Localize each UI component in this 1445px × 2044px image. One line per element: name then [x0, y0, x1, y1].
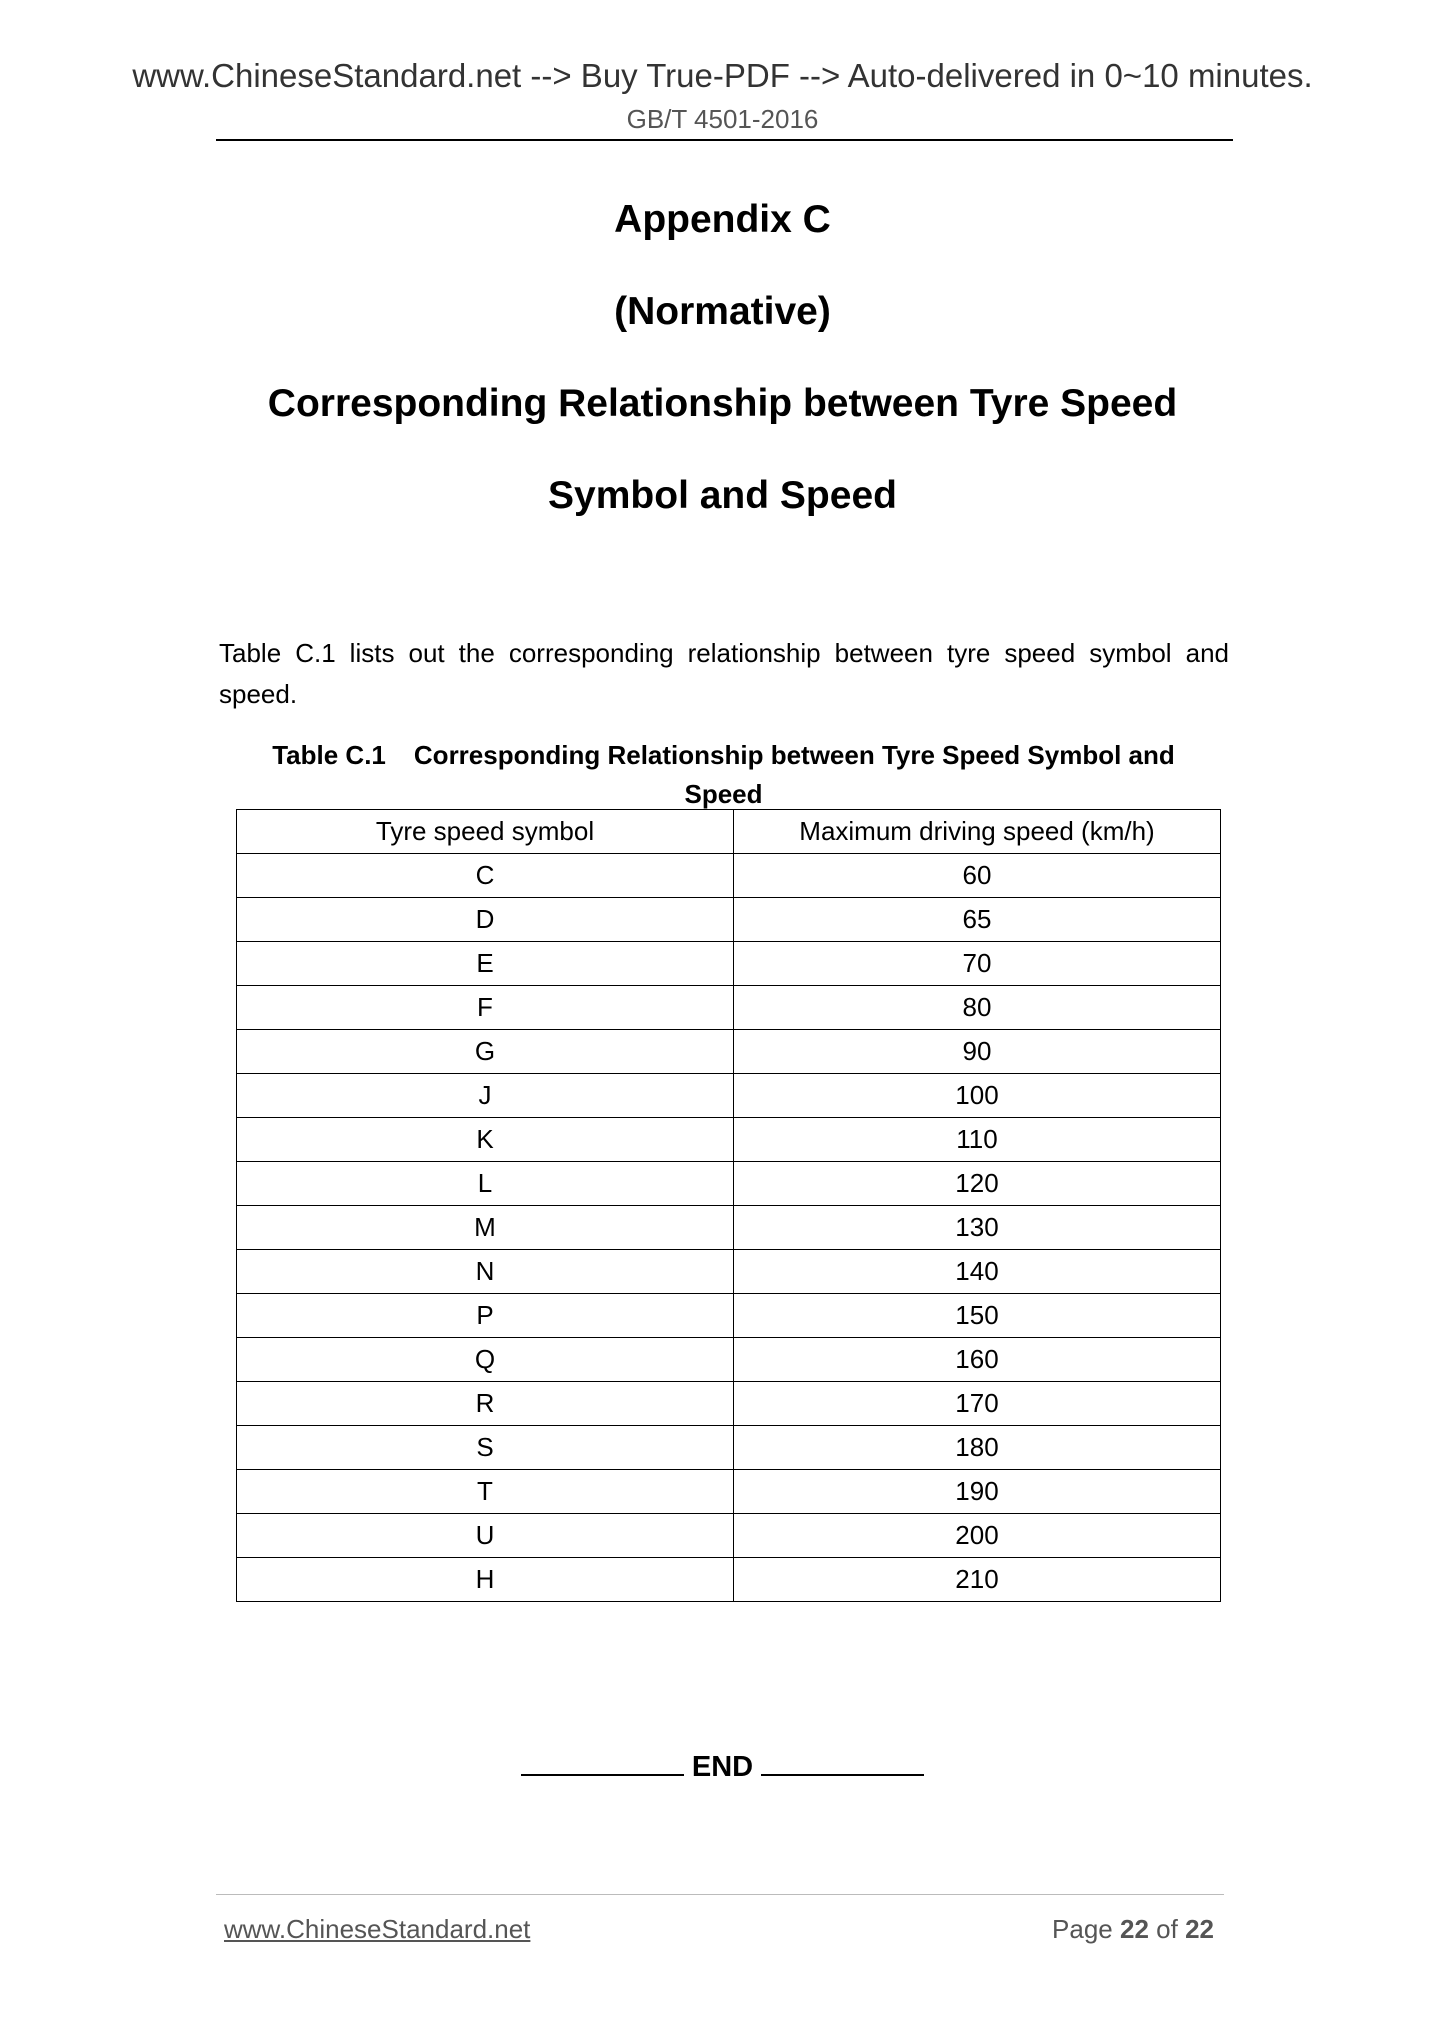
table-header-row: [237, 810, 1221, 854]
cell-speed-symbol: F: [237, 986, 734, 1030]
document-code: GB/T 4501-2016: [626, 104, 819, 134]
end-rule-left: [521, 1750, 684, 1776]
cell-speed-symbol: T: [237, 1470, 734, 1514]
table-row: [237, 1382, 1221, 1426]
header-banner: www.ChineseStandard.net --> Buy True-PDF --> Auto-delivered in 0~10 minutes.: [132, 57, 1313, 94]
table-row: [237, 1074, 1221, 1118]
cell-max-speed: 170: [734, 1382, 1221, 1426]
cell-max-speed: 210: [734, 1558, 1221, 1602]
table-row: [237, 1206, 1221, 1250]
header-divider: [216, 139, 1233, 141]
page-total: 22: [1185, 1914, 1214, 1944]
appendix-title-line2: Symbol and Speed: [548, 474, 897, 517]
cell-max-speed: 200: [734, 1514, 1221, 1558]
end-marker: [0, 1750, 1445, 1784]
header-speed-symbol: Tyre speed symbol: [237, 810, 734, 854]
cell-speed-symbol: D: [237, 898, 734, 942]
cell-speed-symbol: U: [237, 1514, 734, 1558]
table-row: [237, 986, 1221, 1030]
table-row: [237, 942, 1221, 986]
cell-max-speed: 70: [734, 942, 1221, 986]
table-row: [237, 1470, 1221, 1514]
table-row: [237, 1558, 1221, 1602]
intro-paragraph: Table C.1 lists out the corresponding relationship between tyre speed symbol and speed.: [219, 638, 1229, 709]
cell-max-speed: 80: [734, 986, 1221, 1030]
footer-divider: [216, 1894, 1224, 1895]
cell-max-speed: 65: [734, 898, 1221, 942]
cell-speed-symbol: K: [237, 1118, 734, 1162]
footer-website-link[interactable]: www.ChineseStandard.net: [224, 1914, 531, 1944]
cell-speed-symbol: J: [237, 1074, 734, 1118]
cell-max-speed: 160: [734, 1338, 1221, 1382]
cell-max-speed: 140: [734, 1250, 1221, 1294]
appendix-label: Appendix C: [614, 198, 831, 241]
table-caption-title: Corresponding Relationship between Tyre Speed Symbol and Speed: [413, 740, 1175, 809]
table-row: [237, 1250, 1221, 1294]
table-row: [237, 1162, 1221, 1206]
table-row: [237, 898, 1221, 942]
table-caption-number: Table C.1: [272, 740, 386, 770]
page-number: [960, 1914, 1214, 1945]
cell-speed-symbol: N: [237, 1250, 734, 1294]
table-row: [237, 1118, 1221, 1162]
page-prefix: Page: [1052, 1914, 1113, 1944]
cell-max-speed: 180: [734, 1426, 1221, 1470]
table-row: [237, 1030, 1221, 1074]
appendix-type: (Normative): [614, 290, 831, 333]
page-current: 22: [1120, 1914, 1149, 1944]
cell-max-speed: 60: [734, 854, 1221, 898]
cell-speed-symbol: R: [237, 1382, 734, 1426]
end-text: END: [691, 1751, 754, 1783]
header-max-speed: Maximum driving speed (km/h): [734, 810, 1221, 854]
table-row: [237, 1426, 1221, 1470]
cell-speed-symbol: L: [237, 1162, 734, 1206]
end-rule-right: [761, 1750, 924, 1776]
table-row: [237, 1294, 1221, 1338]
table-row: [237, 854, 1221, 898]
page-of: of: [1156, 1914, 1178, 1944]
cell-speed-symbol: E: [237, 942, 734, 986]
cell-max-speed: 190: [734, 1470, 1221, 1514]
appendix-title-line1: Corresponding Relationship between Tyre Speed: [267, 382, 1178, 425]
cell-max-speed: 130: [734, 1206, 1221, 1250]
cell-speed-symbol: C: [237, 854, 734, 898]
cell-speed-symbol: G: [237, 1030, 734, 1074]
cell-max-speed: 150: [734, 1294, 1221, 1338]
cell-max-speed: 100: [734, 1074, 1221, 1118]
cell-speed-symbol: Q: [237, 1338, 734, 1382]
speed-symbol-table: [236, 809, 1221, 1602]
cell-speed-symbol: P: [237, 1294, 734, 1338]
cell-speed-symbol: H: [237, 1558, 734, 1602]
cell-max-speed: 90: [734, 1030, 1221, 1074]
cell-max-speed: 120: [734, 1162, 1221, 1206]
table-caption: [236, 736, 1211, 814]
table-body: [237, 854, 1221, 1602]
table-row: [237, 1338, 1221, 1382]
cell-speed-symbol: S: [237, 1426, 734, 1470]
cell-max-speed: 110: [734, 1118, 1221, 1162]
table-row: [237, 1514, 1221, 1558]
cell-speed-symbol: M: [237, 1206, 734, 1250]
